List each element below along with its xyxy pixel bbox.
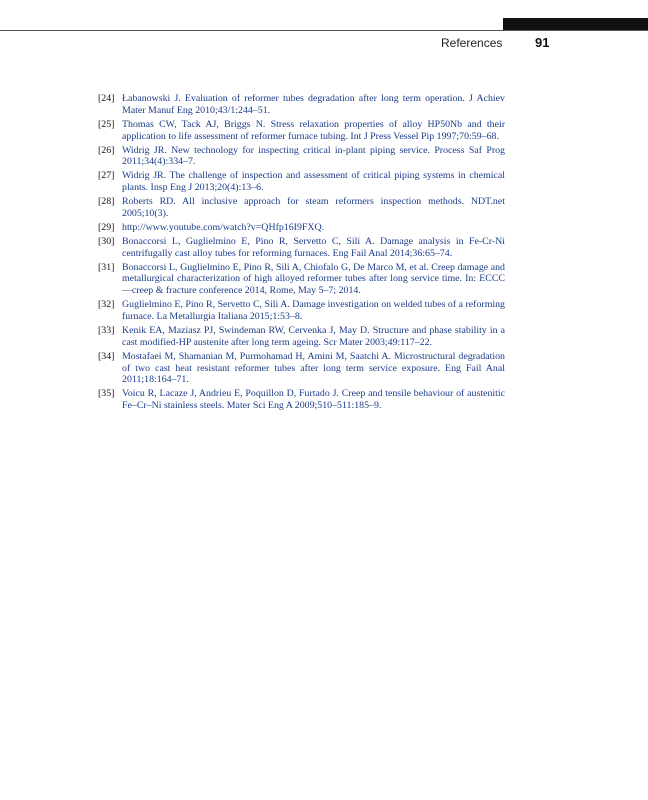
reference-text[interactable]: Thomas CW, Tack AJ, Briggs N. Stress relaxation properties of alloy HP50Nb and their application to life assessment of reformer furnace tubing. Int J Press Vessel Pip 1997;70:59–68.	[122, 118, 505, 142]
reference-text[interactable]: Bonaccorsi L, Guglielmino E, Pino R, Servetto C, Sili A. Damage analysis in Fe-Cr-Ni centrifugally cast alloy tubes for reforming furnaces. Eng Fail Anal 2014;36:65–74.	[122, 235, 505, 259]
reference-number: [29]	[98, 221, 115, 233]
reference-number: [27]	[98, 170, 115, 182]
reference-number: [31]	[98, 261, 115, 273]
reference-number: [35]	[98, 388, 115, 400]
reference-number: [25]	[98, 118, 115, 130]
reference-number: [28]	[98, 196, 115, 208]
reference-item	[98, 119, 505, 143]
reference-number: [34]	[98, 350, 115, 362]
reference-item	[98, 388, 505, 412]
reference-text[interactable]: Guglielmino E, Pino R, Servetto C, Sili A. Damage investigation on welded tubes of a reforming furnace. La Metallurgia Italiana 2015;1:53–8.	[122, 299, 505, 323]
reference-text[interactable]: Mostafaei M, Shamanian M, Purmohamad H, Amini M, Saatchi A. Microstructural degradation of two cast heat resistant reformer tubes after long term service exposure. Eng Fail Anal 2011;18:164–71.	[122, 350, 505, 386]
reference-number: [33]	[98, 325, 115, 337]
reference-number: [30]	[98, 235, 115, 247]
reference-item	[98, 170, 505, 194]
reference-text[interactable]: Voicu R, Lacaze J, Andrieu E, Poquillon D, Furtado J. Creep and tensile behaviour of austenitic Fe–Cr–Ni stainless steels. Mater Sci Eng A 2009;510–511:185–9.	[122, 388, 505, 412]
page-number: 91	[535, 35, 550, 50]
reference-item	[98, 262, 505, 297]
reference-list	[98, 93, 505, 414]
reference-item	[98, 145, 505, 169]
header-rule	[0, 30, 648, 31]
section-title: References	[441, 36, 503, 50]
reference-text[interactable]: Kenik EA, Maziasz PJ, Swindeman RW, Cervenka J, May D. Structure and phase stability in a cast modified-HP austenite after long term ageing. Scr Mater 2003;49:117–22.	[122, 325, 505, 348]
reference-text[interactable]: Łabanowski J. Evaluation of reformer tubes degradation after long term operation. J Achiev Mater Manuf Eng 2010;43/1:244–51.	[122, 93, 505, 116]
reference-item	[98, 351, 505, 386]
reference-text[interactable]: Bonaccorsi L, Guglielmino E, Pino R, Sili A, Chiofalo G, De Marco M, et al. Creep damage and metallurgical characterization of high alloyed reformer tubes after long service time. In: ECCC—creep & fracture conference 2014, Rome, May 5–7; 2014.	[122, 261, 505, 297]
reference-text[interactable]: Widrig JR. The challenge of inspection and assessment of critical piping systems in chemical plants. Insp Eng J 2013;20(4):13–6.	[122, 170, 505, 194]
reference-item	[98, 196, 505, 220]
reference-item	[98, 93, 505, 117]
reference-item	[98, 325, 505, 349]
reference-item	[98, 236, 505, 260]
reference-link[interactable]: http://www.youtube.com/watch?v=QHfp16I9FXQ.	[122, 221, 325, 233]
reference-number: [26]	[98, 144, 115, 156]
reference-item	[98, 222, 505, 234]
reference-item	[98, 299, 505, 323]
header-bar	[503, 18, 648, 30]
reference-text[interactable]: Widrig JR. New technology for inspecting critical in-plant piping service. Process Saf Prog 2011;34(4):334–7.	[122, 144, 505, 168]
reference-number: [24]	[98, 93, 115, 104]
reference-number: [32]	[98, 299, 115, 311]
reference-text[interactable]: Roberts RD. All inclusive approach for steam reformers inspection methods. NDT.net 2005;10(3).	[122, 196, 505, 219]
